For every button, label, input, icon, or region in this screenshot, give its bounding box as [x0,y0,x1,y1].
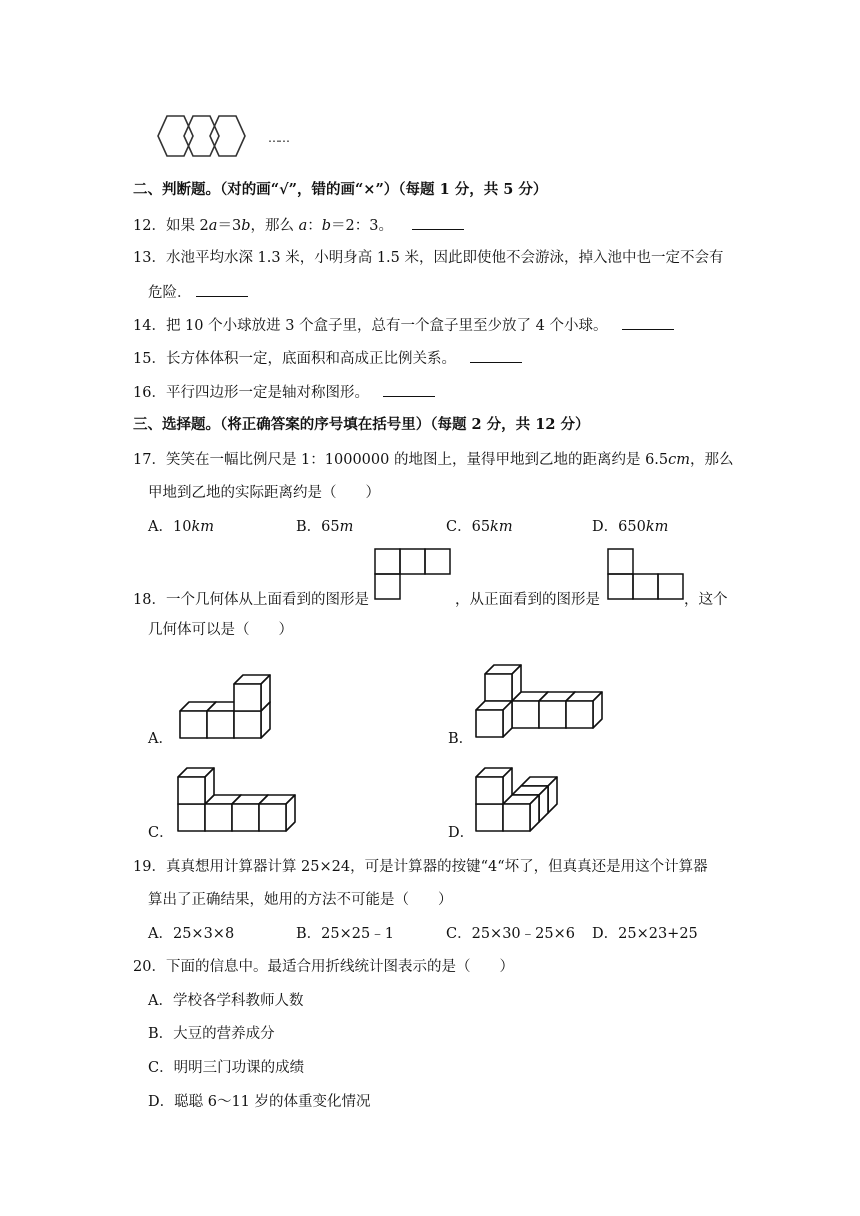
option-a-solid-figure [176,654,306,744]
q12-var-a: a [208,218,218,234]
q17-option-d[interactable]: D．650km [592,519,669,535]
question-12 [133,215,464,236]
q17-text-a: 17．笑笑在一幅比例尺是 1：1000000 的地图上，量得甲地到乙地的距离约是 6.5 [133,452,669,468]
cube-block [566,692,602,728]
q19-option-a[interactable]: A．25×3×8 [148,926,235,942]
q15-text: 15．长方体体积一定，底面积和高成正比例关系。 [133,351,456,367]
front-view-figure [607,548,687,602]
question-18-line2: 几何体可以是（ ） [148,622,293,638]
q19-option-c[interactable]: C．25×30﹣25×6 [446,926,575,942]
question-16 [133,382,435,403]
q12-text-e: ＝2：3。 [331,218,393,234]
question-17-line1 [133,450,734,470]
q20-option-b[interactable]: B．大豆的营养成分 [148,1026,275,1042]
cube-block [178,768,214,804]
q18-option-a[interactable]: A． [148,731,173,747]
q12-text-a: 12．如果 2 [133,218,209,234]
q14-text: 14．把 10 个小球放进 3 个盒子里，总有一个盒子里至少放了 4 个小球。 [133,318,608,334]
q15-answer-blank[interactable] [470,348,522,363]
q12-text-d: ： [307,218,322,234]
q12-answer-blank[interactable] [412,215,464,230]
option-c-solid-figure [176,762,316,852]
section-3-title: 三、选择题。（将正确答案的序号填在括号里）（每题 2 分，共 12 分） [133,416,590,433]
option-d-solid-figure [474,762,604,852]
q19-option-d[interactable]: D．25×23+25 [592,926,698,942]
q20-option-d[interactable]: D．聪聪 6～11 岁的体重变化情况 [148,1094,371,1110]
q18-option-b[interactable]: B． [448,731,474,747]
cube-block [476,768,512,804]
q17-option-c[interactable]: C．65km [446,519,513,535]
q17-option-a[interactable]: A．10km [148,519,214,535]
question-13-line2 [148,282,248,303]
cube-block [259,795,295,831]
ellipsis-dots: …… [268,131,288,145]
q17-text-b: ，那么 [690,452,734,468]
q17-option-b[interactable]: B．65m [296,519,354,535]
q12-var-a2: a [298,218,308,234]
question-14 [133,315,674,336]
q20-option-a[interactable]: A．学校各学科教师人数 [148,993,304,1009]
q17-unit: cm [668,452,691,468]
q18-option-d[interactable]: D． [448,825,475,841]
q14-answer-blank[interactable] [622,315,674,330]
cube-block [234,675,270,711]
question-17-line2: 甲地到乙地的实际距离约是（ ） [148,485,380,501]
cube-block [503,795,539,831]
question-13-line1: 13．水池平均水深 1.3 米，小明身高 1.5 米，因此即使他不会游泳，掉入池中也一定不会有 [133,250,724,266]
question-19-line1: 19．真真想用计算器计算 25×24，可是计算器的按键“4“坏了，但真真还是用这个计算器 [133,859,708,875]
q18-option-c[interactable]: C． [148,825,174,841]
q20-option-c[interactable]: C．明明三门功课的成绩 [148,1060,305,1076]
q19-option-b[interactable]: B．25×25﹣1 [296,926,394,942]
question-18-line1-part1: 18．一个几何体从上面看到的图形是 [133,592,369,608]
option-b-solid-figure [474,656,604,746]
q12-text-b: ＝3 [217,218,242,234]
top-view-figure [374,548,454,602]
question-19-line2: 算出了正确结果，她用的方法不可能是（ ） [148,892,453,908]
q16-answer-blank[interactable] [383,382,435,397]
q13-answer-blank[interactable] [196,282,248,297]
section-2-title: 二、判断题。（对的画“√”，错的画“×”）（每题 1 分，共 5 分） [133,181,548,198]
question-18-line1-part3: ，这个 [684,592,728,608]
q12-text-c: ，那么 [250,218,299,234]
q16-text: 16．平行四边形一定是轴对称图形。 [133,385,369,401]
cube-block [485,665,521,701]
question-15 [133,348,522,369]
q13-text: 危险． [148,285,192,301]
question-20-line1: 20．下面的信息中。最适合用折线统计图表示的是（ ） [133,959,514,975]
question-18-line1-part2: ，从正面看到的图形是 [455,592,600,608]
q12-var-b2: b [321,218,332,234]
cube-block [476,701,512,737]
q12-var-b: b [241,218,251,234]
